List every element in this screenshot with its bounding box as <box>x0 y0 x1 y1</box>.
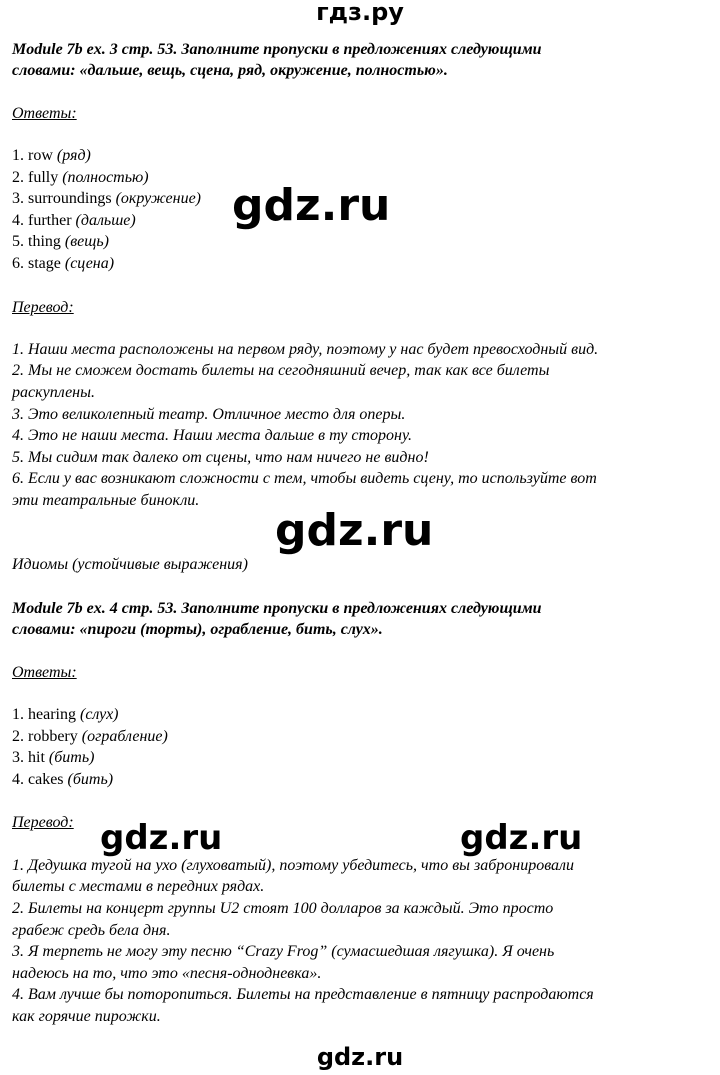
answer-item: 3. hit (бить) <box>12 749 95 766</box>
translation-line: 2. Мы не сможем достать билеты на сегодняшний вечер, так как все билеты <box>12 362 550 379</box>
answer-item: 1. hearing (слух) <box>12 706 119 723</box>
translation-line: 3. Я терпеть не могу эту песню “Crazy Frog” (сумасшедшая лягушка). Я очень <box>12 943 555 960</box>
answer-item: 2. robbery (ограбление) <box>12 728 168 745</box>
translation-line: 1. Наши места расположены на первом ряду, поэтому у нас будет превосходный вид. <box>12 341 599 358</box>
translation-line: 1. Дедушка тугой на ухо (глуховатый), поэтому убедитесь, что вы забронировали <box>12 857 575 874</box>
translation-line: раскуплены. <box>12 384 95 401</box>
ex3-title-line2: словами: «дальше, вещь, сцена, ряд, окружение, полностью». <box>12 62 448 79</box>
ex3-translation-label: Перевод: <box>12 299 74 316</box>
watermark: gdz.ru <box>275 505 434 556</box>
ex4-answers-label: Ответы: <box>12 664 77 681</box>
translation-line: как горячие пирожки. <box>12 1008 161 1025</box>
translation-line: грабеж средь бела дня. <box>12 922 171 939</box>
answer-item: 3. surroundings (окружение) <box>12 190 202 207</box>
translation-line: билеты с местами в передних рядах. <box>12 878 265 895</box>
answer-item: 1. row (ряд) <box>12 147 91 164</box>
watermark: gdz.ru <box>460 818 583 858</box>
translation-line: 3. Это великолепный театр. Отличное место для оперы. <box>12 406 406 423</box>
ex4-title-line2: словами: «пироги (торты), ограбление, бить, слух». <box>12 621 383 638</box>
watermark: gdz.ru <box>100 818 223 858</box>
site-header: гдз.ру <box>316 0 404 26</box>
answer-item: 4. further (дальше) <box>12 212 136 229</box>
watermark: gdz.ru <box>232 180 391 231</box>
ex3-answers-label: Ответы: <box>12 105 77 122</box>
idioms-label: Идиомы (устойчивые выражения) <box>12 556 248 573</box>
answer-item: 5. thing (вещь) <box>12 233 109 250</box>
translation-line: 5. Мы сидим так далеко от сцены, что нам ничего не видно! <box>12 449 429 466</box>
translation-line: 6. Если у вас возникают сложности с тем, чтобы видеть сцену, то используйте вот <box>12 470 597 487</box>
site-footer: gdz.ru <box>316 1043 404 1071</box>
translation-line: 2. Билеты на концерт группы U2 стоят 100 долларов за каждый. Это просто <box>12 900 554 917</box>
translation-line: 4. Вам лучше бы поторопиться. Билеты на представление в пятницу распродаются <box>12 986 594 1003</box>
answer-item: 4. cakes (бить) <box>12 771 114 788</box>
answer-item: 2. fully (полностью) <box>12 169 149 186</box>
translation-line: эти театральные бинокли. <box>12 492 200 509</box>
answer-item: 6. stage (сцена) <box>12 255 115 272</box>
translation-line: 4. Это не наши места. Наши места дальше в ту сторону. <box>12 427 413 444</box>
ex4-translation-label: Перевод: <box>12 814 74 831</box>
ex3-title-line1: Module 7b ex. 3 стр. 53. Заполните пропуски в предложениях следующими <box>12 41 542 58</box>
ex4-title-line1: Module 7b ex. 4 стр. 53. Заполните пропуски в предложениях следующими <box>12 600 542 617</box>
translation-line: надеюсь на то, что это «песня-однодневка». <box>12 965 322 982</box>
